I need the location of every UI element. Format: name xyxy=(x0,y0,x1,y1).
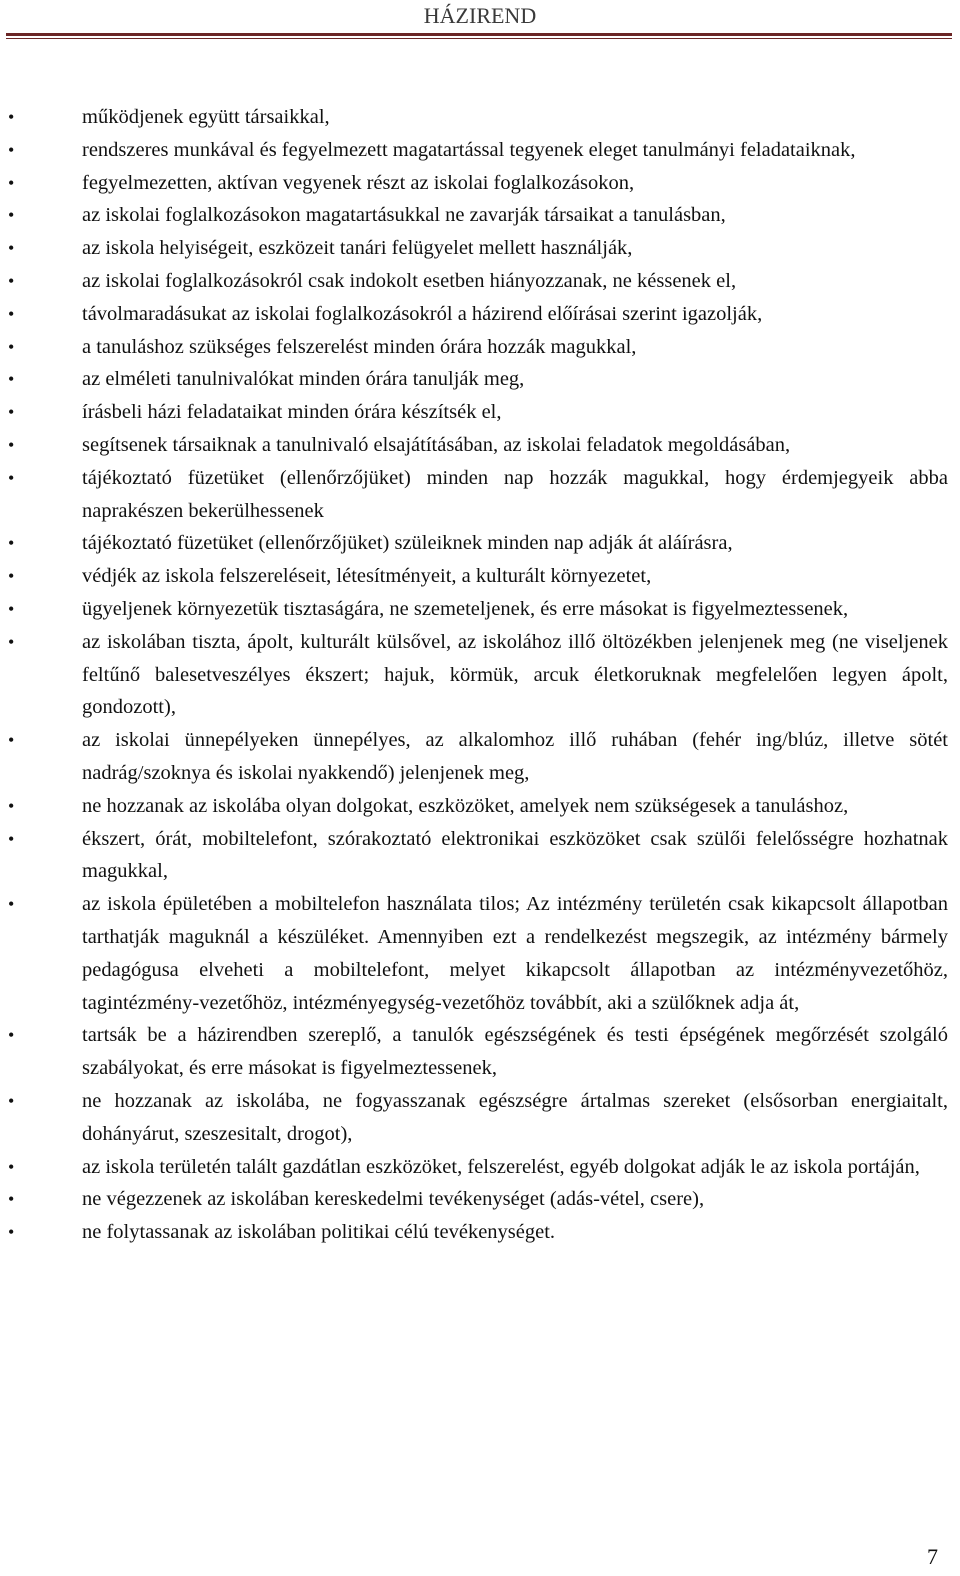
rule-text: az iskolai ünnepélyeken ünnepélyes, az alkalomhoz illő ruhában (fehér ing/blúz, illetve sötét nadrág/szoknya és iskolai nyakkendő) jelenjenek meg, xyxy=(82,729,948,784)
rule-text: távolmaradásukat az iskolai foglalkozásokról a házirend előírásai szerint igazolják, xyxy=(82,302,763,325)
rule-text: működjenek együtt társaikkal, xyxy=(82,106,330,128)
rule-text: tartsák be a házirendben szereplő, a tanulók egészségének és testi épségének megőrzését szolgáló szabályokat, és erre másokat is figyelmeztessenek, xyxy=(82,1024,948,1080)
rule-text: rendszeres munkával és fegyelmezett magatartással tegyenek eleget tanulmányi feladataiknak, xyxy=(82,138,856,161)
rule-text: védjék az iskola felszereléseit, létesítményeit, a kulturált környezetet, xyxy=(82,565,652,588)
bullet-icon: • xyxy=(8,795,15,816)
bullet-icon: • xyxy=(8,336,15,357)
rule-item xyxy=(0,232,948,265)
bullet-icon: • xyxy=(8,139,15,160)
bullet-icon: • xyxy=(8,402,15,423)
rule-text: ügyeljenek környezetük tisztaságára, ne szemeteljenek, és erre másokat is figyelmeztessenek, xyxy=(82,597,849,620)
header-rule xyxy=(6,33,952,36)
rule-item xyxy=(0,527,948,560)
rule-item xyxy=(0,888,948,1019)
rule-item xyxy=(0,560,948,593)
rule-text: fegyelmezetten, aktívan vegyenek részt az iskolai foglalkozásokon, xyxy=(82,171,635,194)
bullet-icon: • xyxy=(8,1090,15,1111)
rule-item xyxy=(0,265,948,298)
rule-text: az iskola területén talált gazdátlan eszközöket, felszerelést, egyéb dolgokat adják le az iskola portáján, xyxy=(82,1155,920,1178)
rule-item xyxy=(0,790,948,823)
bullet-icon: • xyxy=(8,631,15,652)
page-header xyxy=(0,0,960,28)
rule-text: ne hozzanak az iskolába, ne fogyasszanak egészségre ártalmas szereket (elsősorban energiaitalt, dohányárut, szeszesitalt, drogot), xyxy=(82,1089,948,1145)
bullet-icon: • xyxy=(8,1156,15,1177)
rule-item xyxy=(0,167,948,200)
page-header-title: HÁZIREND xyxy=(423,3,537,28)
bullet-icon: • xyxy=(8,303,15,324)
bullet-icon: • xyxy=(8,434,15,455)
bullet-icon: • xyxy=(8,369,15,390)
bullet-icon: • xyxy=(8,205,15,226)
rule-text: ékszert, órát, mobiltelefont, szórakoztató elektronikai eszközöket csak szülői felelősségre hozhatnak magukkal, xyxy=(82,827,948,883)
rule-text: tájékoztató füzetüket (ellenőrzőjüket) szüleiknek minden nap adják át aláírásra, xyxy=(82,532,733,555)
rule-text: a tanuláshoz szükséges felszerelést minden órára hozzák magukkal, xyxy=(82,335,637,358)
rule-item xyxy=(0,462,948,528)
bullet-icon: • xyxy=(8,172,15,193)
rule-text: az iskolában tiszta, ápolt, kulturált külsővel, az iskolához illő öltözékben jelenjenek meg (ne viseljenek feltűnő balesetveszélyes ékszert; hajuk, körmük, arcuk életkoruknak megfelelően legyen ápolt, gondozott), xyxy=(82,630,948,719)
rule-item xyxy=(0,429,948,462)
rule-item xyxy=(0,396,948,429)
rule-item xyxy=(0,101,948,134)
rule-text: az iskolai foglalkozásokról csak indokolt esetben hiányozzanak, ne késsenek el, xyxy=(82,269,737,292)
rule-item xyxy=(0,331,948,364)
rule-item xyxy=(0,724,948,790)
rule-text: az iskola helyiségeit, eszközeit tanári felügyelet mellett használják, xyxy=(82,237,633,260)
bullet-icon: • xyxy=(8,270,15,291)
rule-item xyxy=(0,1019,948,1085)
rule-text: az iskolai foglalkozásokon magatartásukkal ne zavarják társaikat a tanulásban, xyxy=(82,204,726,227)
bullet-icon: • xyxy=(8,828,15,849)
rule-item xyxy=(0,298,948,331)
bullet-icon: • xyxy=(8,598,15,619)
rule-item xyxy=(0,1183,948,1216)
rule-item xyxy=(0,626,948,724)
bullet-icon: • xyxy=(8,1189,15,1210)
rule-text: az iskola épületében a mobiltelefon használata tilos; Az intézmény területén csak kikapcsolt állapotban tarthatják maguknál a készüléket. Amennyiben ezt a rendelkezést megszegik, az intézmény bármely pedagógusa elveheti a mobiltelefont, melyet kikapcsolt állapotban az intézményvezetőhöz, tagintézmény-vezetőhöz, intézményegység-vezetőhöz továbbít, aki a szülőknek adja át, xyxy=(82,893,948,1014)
document-body xyxy=(0,101,960,1249)
rule-item xyxy=(0,1216,948,1249)
rule-text: írásbeli házi feladataikat minden órára készítsék el, xyxy=(82,401,502,424)
rule-text: ne folytassanak az iskolában politikai célú tevékenységet. xyxy=(82,1221,556,1244)
rule-text: segítsenek társaiknak a tanulnivaló elsajátításában, az iskolai feladatok megoldásában, xyxy=(82,433,791,456)
rules-list xyxy=(0,101,960,1249)
bullet-icon: • xyxy=(8,730,15,751)
rule-text: ne végezzenek az iskolában kereskedelmi tevékenységet (adás-vétel, csere), xyxy=(82,1188,705,1211)
page-number: 7 xyxy=(927,1544,938,1569)
rule-item xyxy=(0,134,948,167)
rule-item xyxy=(0,823,948,889)
rule-item xyxy=(0,199,948,232)
bullet-icon: • xyxy=(8,238,15,259)
rule-item xyxy=(0,1085,948,1151)
bullet-icon: • xyxy=(8,467,15,488)
rule-item xyxy=(0,593,948,626)
bullet-icon: • xyxy=(8,1222,15,1243)
header-rule-thin xyxy=(6,38,952,39)
bullet-icon: • xyxy=(8,566,15,587)
bullet-icon: • xyxy=(8,533,15,554)
rule-item xyxy=(0,1151,948,1184)
rule-text: tájékoztató füzetüket (ellenőrzőjüket) minden nap hozzák magukkal, hogy érdemjegyeik abba naprakészen bekerülhessenek xyxy=(82,466,948,522)
bullet-icon: • xyxy=(8,107,15,127)
bullet-icon: • xyxy=(8,894,15,915)
rule-text: ne hozzanak az iskolába olyan dolgokat, eszközöket, amelyek nem szükségesek a tanuláshoz, xyxy=(82,794,849,817)
rule-item xyxy=(0,363,948,396)
bullet-icon: • xyxy=(8,1025,15,1046)
rule-text: az elméleti tanulnivalókat minden órára tanulják meg, xyxy=(82,368,525,391)
